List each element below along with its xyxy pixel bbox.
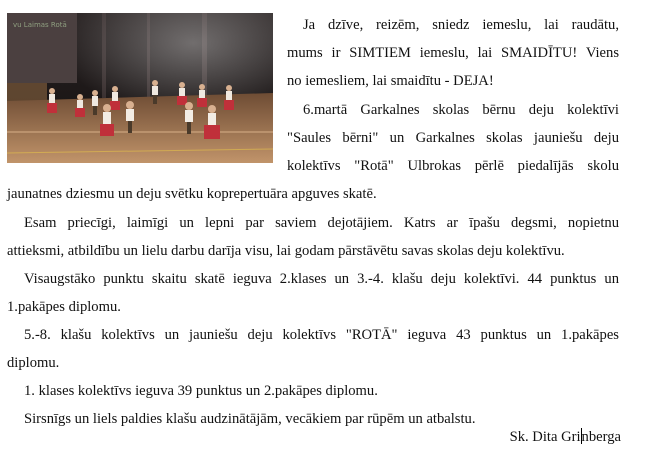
paragraph-1-line-2: mums ir SIMTIEM iemeslu, lai SMAIDĪTU! Viens — [287, 45, 619, 61]
paragraph-4-line-1: Visaugstāko punktu skaitu skatē ieguva 2.klases un 3.-4. klašu deju kolektīvi. 44 punktus un — [24, 271, 619, 287]
paragraph-3-line-2: attieksmi, atbildību un lielu darbu darīja visu, lai godam pārstāvētu savas skolas deju kolektīvu. — [7, 243, 565, 259]
paragraph-7-line-1: Sirsnīgs un liels paldies klašu audzinātājām, vecākiem par rūpēm un atbalstu. — [24, 411, 476, 427]
paragraph-1-line-1: Ja dzīve, reizēm, sniedz iemeslu, lai raudātu, — [303, 17, 619, 33]
paragraph-2-line-2: "Saules bērni" un Garkalnes skolas jauniešu deju — [287, 130, 619, 146]
paragraph-6-line-1: 1. klases kolektīvs ieguva 39 punktus un 2.pakāpes diplomu. — [24, 383, 378, 399]
signature-text-before-cursor: Sk. Dita Gri — [509, 429, 581, 445]
paragraph-5-line-2: diplomu. — [7, 355, 60, 371]
paragraph-1-line-3: no iemesliem, lai smaidītu - DEJA! — [287, 73, 494, 89]
paragraph-4-line-2: 1.pakāpes diplomu. — [7, 299, 121, 315]
signature — [510, 428, 621, 446]
dance-group-photo — [7, 13, 273, 163]
svg-text:vu Laimas Rotā: vu Laimas Rotā — [13, 21, 67, 29]
paragraph-5-line-1: 5.-8. klašu kolektīvs un jauniešu deju kolektīvs "ROTĀ" ieguva 43 punktus un 1.pakāpes — [24, 327, 619, 343]
photo-illustration — [7, 13, 273, 163]
signature-text-after-cursor: nberga — [581, 429, 621, 445]
paragraph-2-line-3: kolektīvs "Rotā" Ulbrokas pērlē piedalījās skolu — [287, 158, 619, 174]
paragraph-2-line-4: jaunatnes dziesmu un deju svētku koprepertuāra apguves skatē. — [7, 186, 377, 202]
paragraph-2-line-1: 6.martā Garkalnes skolas bērnu deju kolektīvi — [303, 102, 619, 118]
paragraph-3-line-1: Esam priecīgi, laimīgi un lepni par saviem dejotājiem. Katrs ar īpašu degsmi, nopietnu — [24, 215, 619, 231]
